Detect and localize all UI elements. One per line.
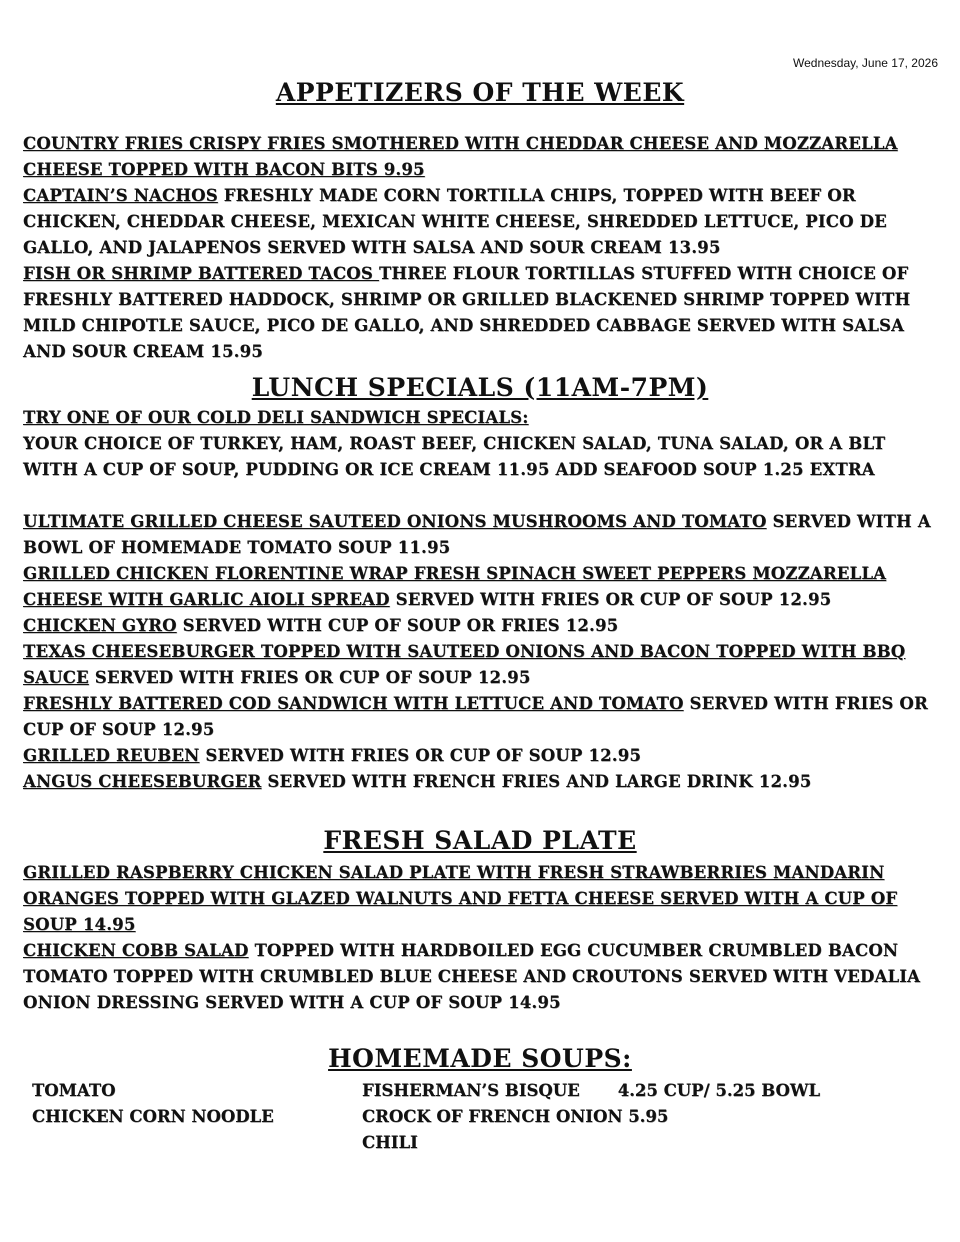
soup-item: CHILI (362, 1133, 418, 1152)
soup-item: CHICKEN CORN NOODLE (32, 1107, 274, 1126)
menu-item (23, 183, 943, 261)
item-name: CHICKEN COBB SALAD (23, 941, 249, 960)
menu-item (23, 691, 943, 743)
item-name: GRILLED CHICKEN FLORENTINE WRAP FRESH SPINACH SWEET PEPPERS MOZZARELLA CHEESE WITH GARLIC AIOLI SPREAD (23, 564, 887, 609)
menu-item (23, 561, 943, 613)
lunch-section (23, 405, 943, 795)
soups-left-column (32, 1078, 352, 1130)
date-stamp: Wednesday, June 17, 2026 (793, 56, 938, 70)
item-desc: SERVED WITH FRIES OR CUP OF SOUP 12.95 (23, 694, 928, 739)
menu-item (23, 613, 943, 639)
spacer (23, 483, 943, 509)
menu-item (23, 938, 943, 1016)
appetizers-heading: APPETIZERS OF THE WEEK (275, 78, 685, 107)
item-desc: SERVED WITH FRIES OR CUP OF SOUP 12.95 (199, 746, 642, 765)
menu-item (23, 769, 943, 795)
menu-item (23, 131, 943, 183)
soup-item: CROCK OF FRENCH ONION 5.95 (362, 1107, 669, 1126)
salad-heading: FRESH SALAD PLATE (323, 826, 637, 855)
item-name: TEXAS CHEESEBURGER TOPPED WITH SAUTEED ONIONS AND BACON TOPPED WITH BBQ SAUCE (23, 642, 906, 687)
item-name: ANGUS CHEESEBURGER (23, 772, 262, 791)
item-name: ULTIMATE GRILLED CHEESE SAUTEED ONIONS MUSHROOMS AND TOMATO (23, 512, 767, 531)
deli-desc: YOUR CHOICE OF TURKEY, HAM, ROAST BEEF, CHICKEN SALAD, TUNA SALAD, OR A BLT WITH A CUP OF SOUP, PUDDING OR ICE CREAM 11.95 ADD SEAFOOD SOUP 1.25 EXTRA (23, 434, 886, 479)
item-name: CAPTAIN’S NACHOS (23, 186, 218, 205)
item-name: GRILLED RASPBERRY CHICKEN SALAD PLATE WITH FRESH STRAWBERRIES MANDARIN ORANGES TOPPED WITH GLAZED WALNUTS AND FETTA CHEESE SERVED WITH A CUP OF SOUP 14.95 (23, 863, 898, 934)
item-name: FISH OR SHRIMP BATTERED TACOS (23, 264, 379, 283)
soup-price-note: 4.25 CUP/ 5.25 BOWL (617, 1081, 821, 1100)
item-name: COUNTRY FRIES CRISPY FRIES SMOTHERED WITH CHEDDAR CHEESE AND MOZZARELLA CHEESE TOPPED WITH BACON BITS 9.95 (23, 134, 898, 179)
item-desc: SERVED WITH CUP OF SOUP OR FRIES 12.95 (176, 616, 619, 635)
item-desc: SERVED WITH FRENCH FRIES AND LARGE DRINK 12.95 (261, 772, 812, 791)
soups-right-column (362, 1078, 922, 1156)
menu-item (23, 860, 943, 938)
soup-item (362, 1078, 922, 1104)
item-name: CHICKEN GYRO (23, 616, 177, 635)
item-desc: THREE FLOUR TORTILLAS STUFFED WITH CHOICE OF FRESHLY BATTERED HADDOCK, SHRIMP OR GRILLED BLACKENED SHRIMP TOPPED WITH MILD CHIPOTLE SAUCE, PICO DE GALLO, AND SHREDDED CABBAGE SERVED WITH SALSA AND SOUR CREAM 15.95 (23, 264, 911, 361)
item-desc: FRESHLY MADE CORN TORTILLA CHIPS, TOPPED WITH BEEF OR CHICKEN, CHEDDAR CHEESE, MEXICAN WHITE CHEESE, SHREDDED LETTUCE, PICO DE GALLO, AND JALAPENOS SERVED WITH SALSA AND SOUR CREAM 13.95 (23, 186, 887, 257)
deli-title: TRY ONE OF OUR COLD DELI SANDWICH SPECIALS: (23, 408, 529, 427)
menu-item (23, 261, 943, 365)
lunch-heading: LUNCH SPECIALS (11AM-7PM) (251, 373, 709, 402)
item-desc: SERVED WITH FRIES OR CUP OF SOUP 12.95 (389, 590, 832, 609)
soups-heading: HOMEMADE SOUPS: (328, 1044, 632, 1073)
menu-item (23, 509, 943, 561)
item-desc: TOPPED WITH HARDBOILED EGG CUCUMBER CRUMBLED BACON TOMATO TOPPED WITH CRUMBLED BLUE CHEESE AND CROUTONS SERVED WITH VEDALIA ONION DRESSING SERVED WITH A CUP OF SOUP 14.95 (23, 941, 921, 1012)
menu-item (23, 639, 943, 691)
item-desc: SERVED WITH FRIES OR CUP OF SOUP 12.95 (88, 668, 531, 687)
soup-name: FISHERMAN’S BISQUE (362, 1081, 580, 1100)
salad-section (23, 860, 943, 1016)
item-name: GRILLED REUBEN (23, 746, 200, 765)
item-name: FRESHLY BATTERED COD SANDWICH WITH LETTUCE AND TOMATO (23, 694, 684, 713)
soup-item: TOMATO (32, 1081, 116, 1100)
menu-item (23, 743, 943, 769)
item-desc: SERVED WITH A BOWL OF HOMEMADE TOMATO SOUP 11.95 (23, 512, 931, 557)
appetizers-section (23, 131, 943, 365)
